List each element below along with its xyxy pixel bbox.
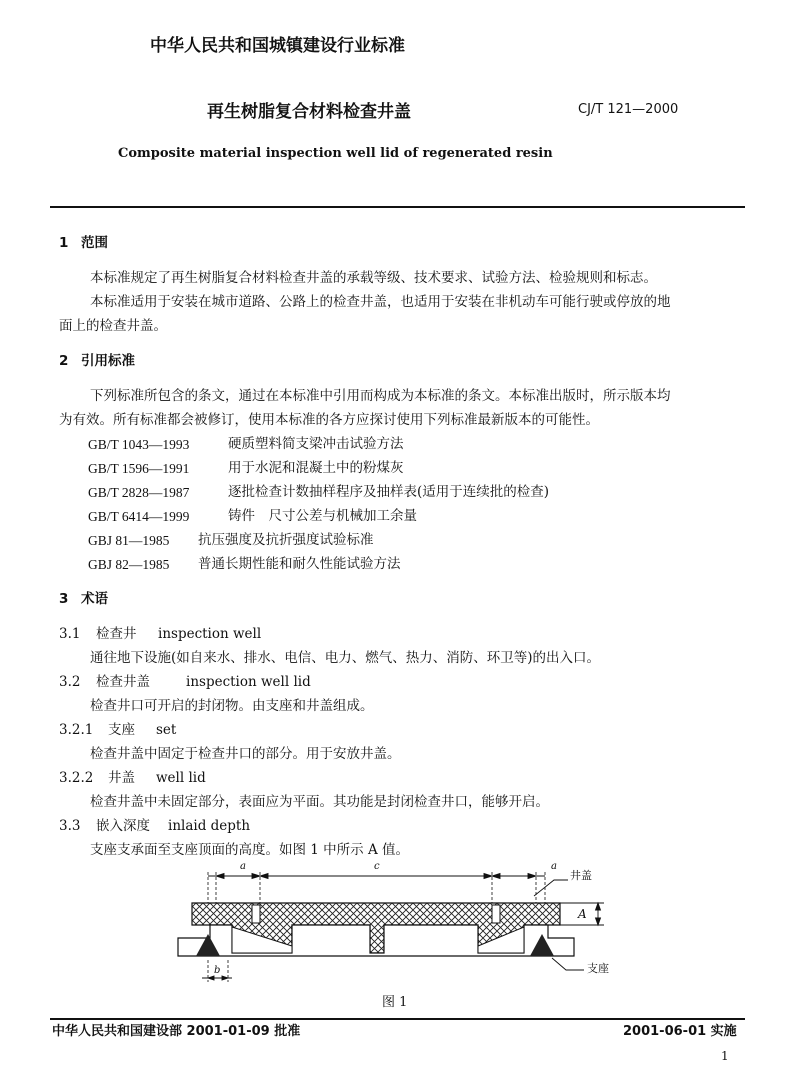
ref-title: 铸件 尺寸公差与机械加工余量 — [228, 508, 417, 524]
ref-title: 普通长期性能和耐久性能试验方法 — [198, 556, 401, 572]
callout-seat: 支座 — [587, 962, 609, 975]
term-definition: 支座支承面至支座顶面的高度。如图 1 中所示 A 值。 — [90, 842, 410, 858]
approval-line: 中华人民共和国建设部 2001-01-09 批准 — [52, 1024, 301, 1039]
term-definition: 检查井口可开启的封闭物。由支座和井盖组成。 — [90, 698, 374, 714]
lid-hole — [492, 905, 500, 923]
term-number: 3.1 — [59, 626, 81, 642]
footer-rule — [50, 1018, 745, 1020]
document-title-en: Composite material inspection well lid of regenerated resin — [118, 146, 553, 161]
ref-code: GBJ 81—1985 — [88, 533, 170, 548]
page-number: 1 — [721, 1049, 729, 1063]
term-en: inlaid depth — [168, 818, 251, 834]
ref-code: GB/T 2828—1987 — [88, 485, 190, 500]
term-number: 3.2 — [59, 674, 81, 690]
ref-title: 用于水泥和混凝土中的粉煤灰 — [228, 460, 404, 476]
dim-label-b: b — [214, 965, 221, 976]
section-2-para-line-2: 为有效。所有标准都会被修订，使用本标准的各方应探讨使用下列标准最新版本的可能性。 — [59, 412, 599, 428]
callout-well-lid: 井盖 — [570, 869, 592, 882]
term-number: 3.2.2 — [59, 770, 94, 786]
term-cn: 嵌入深度 — [96, 818, 150, 834]
ref-title: 抗压强度及抗折强度试验标准 — [198, 532, 374, 548]
section-1-para-2-line-2: 面上的检查井盖。 — [59, 318, 167, 334]
ref-code: GBJ 82—1985 — [88, 557, 170, 572]
section-3-number: 3 — [59, 591, 69, 607]
section-1-para-2-line-1: 本标准适用于安装在城市道路、公路上的检查井盖，也适用于安装在非机动车可能行驶或停放的地 — [90, 294, 671, 310]
ministry-standard-heading: 中华人民共和国城镇建设行业标准 — [150, 36, 405, 56]
term-definition: 通往地下设施(如自来水、排水、电信、电力、燃气、热力、消防、环卫等)的出入口。 — [90, 650, 601, 666]
term-definition: 检查井盖中固定于检查井口的部分。用于安放井盖。 — [90, 746, 401, 762]
section-1-heading: 范围 — [81, 235, 108, 251]
dim-label-a-left: a — [240, 861, 246, 872]
section-1-para-1: 本标准规定了再生树脂复合材料检查井盖的承载等级、技术要求、试验方法、检验规则和标志。 — [90, 270, 657, 286]
ref-title: 逐批检查计数抽样程序及抽样表(适用于连续批的检查) — [228, 484, 550, 500]
dim-label-c: c — [374, 861, 380, 872]
lid-hole — [252, 905, 260, 923]
term-en: well lid — [156, 770, 206, 786]
section-2-heading: 引用标准 — [81, 353, 135, 369]
term-cn: 支座 — [108, 722, 135, 738]
term-number: 3.2.1 — [59, 722, 94, 738]
ref-code: GB/T 6414—1999 — [88, 509, 190, 524]
term-en: set — [156, 722, 177, 738]
document-title-cn: 再生树脂复合材料检查井盖 — [207, 102, 411, 122]
term-definition: 检查井盖中未固定部分，表面应为平面。其功能是封闭检查井口，能够开启。 — [90, 794, 549, 810]
term-cn: 检查井 — [96, 626, 137, 642]
effective-date: 2001-06-01 实施 — [623, 1024, 737, 1039]
section-1-number: 1 — [59, 235, 69, 251]
term-cn: 检查井盖 — [96, 674, 150, 690]
dim-label-a-right: a — [551, 861, 557, 872]
section-3-heading: 术语 — [81, 591, 108, 607]
figure-caption: 图 1 — [382, 995, 408, 1010]
standard-code: CJ/T 121—2000 — [578, 102, 679, 117]
dim-label-A: A — [578, 907, 587, 921]
term-en: inspection well lid — [186, 674, 311, 690]
section-2-para-line-1: 下列标准所包含的条文，通过在本标准中引用而构成为本标准的条文。本标准出版时，所示版本均 — [90, 388, 671, 404]
term-cn: 井盖 — [108, 770, 135, 786]
section-2-number: 2 — [59, 353, 69, 369]
ref-title: 硬质塑料简支梁冲击试验方法 — [228, 436, 404, 452]
term-number: 3.3 — [59, 818, 81, 834]
term-en: inspection well — [158, 626, 262, 642]
ref-code: GB/T 1043—1993 — [88, 437, 190, 452]
ref-code: GB/T 1596—1991 — [88, 461, 190, 476]
